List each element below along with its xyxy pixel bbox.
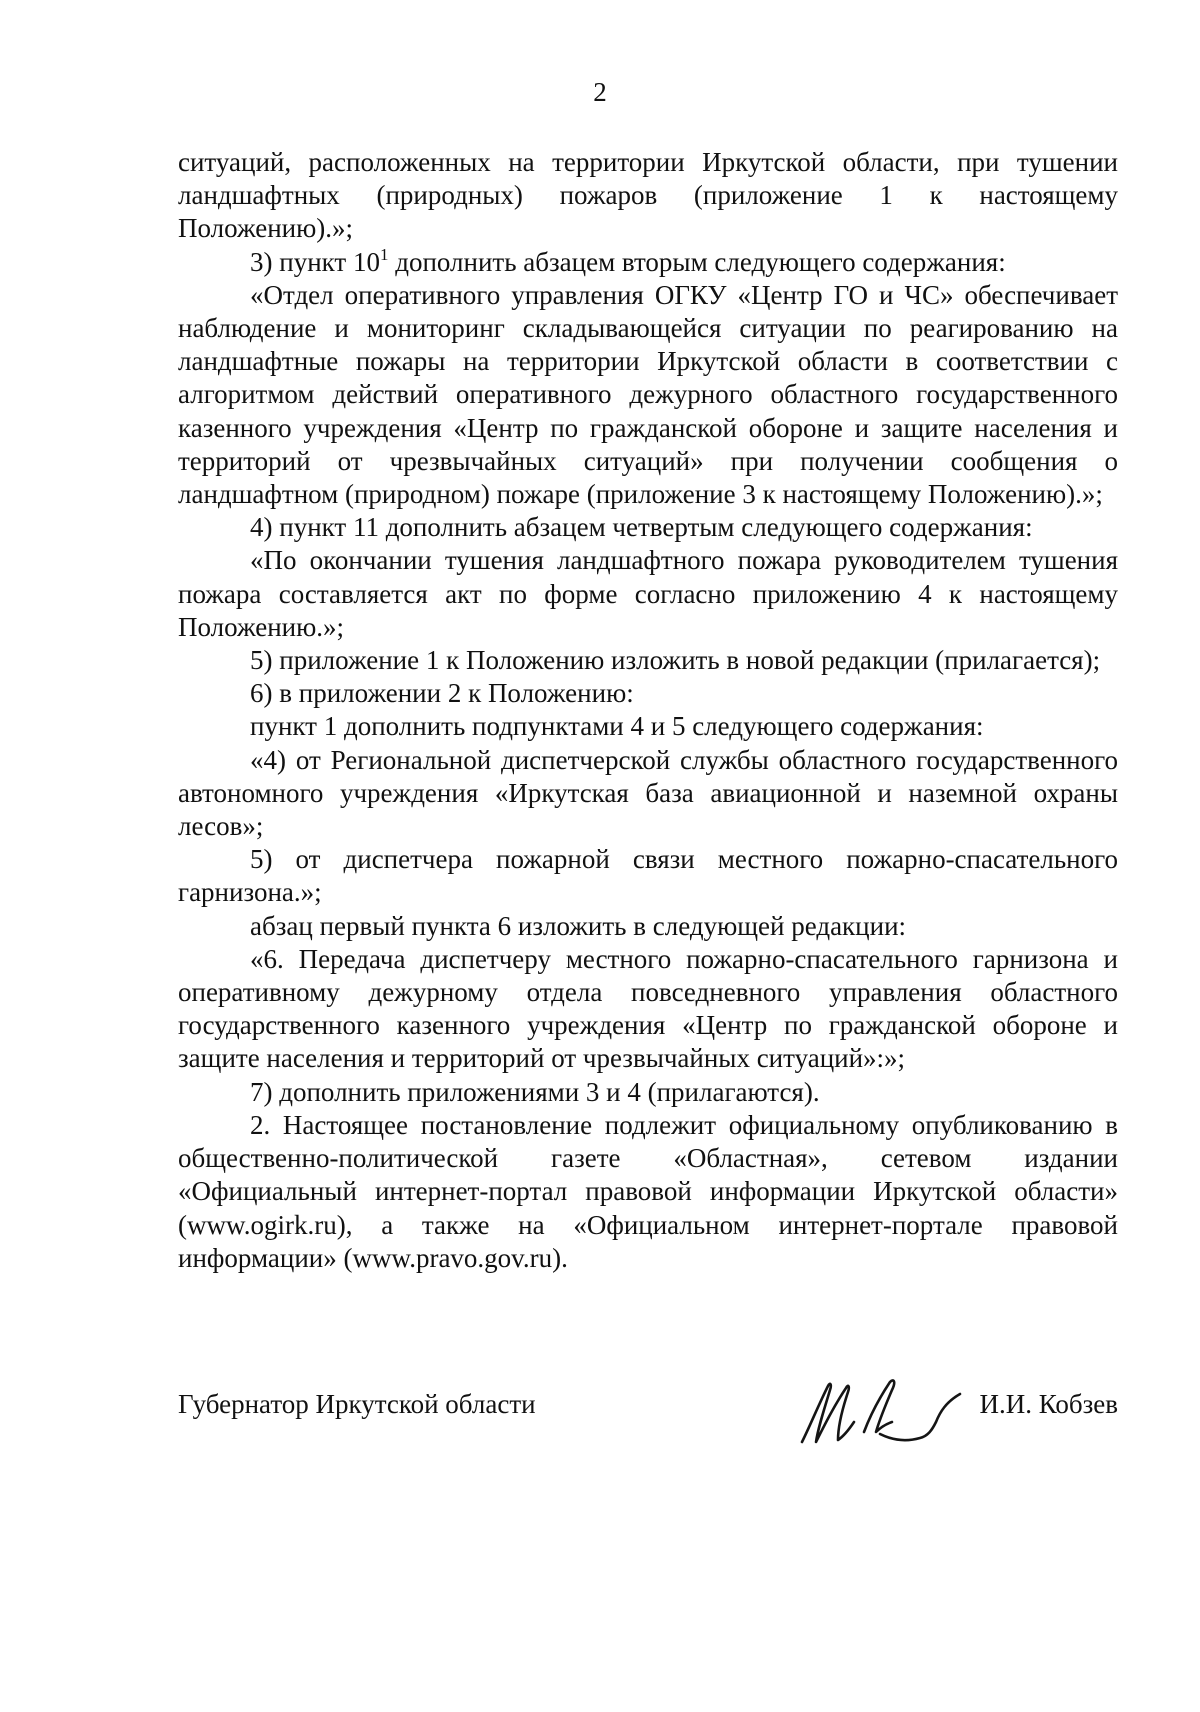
document-body: [178, 146, 1118, 1275]
paragraph-11: абзац первый пункта 6 изложить в следующей редакции:: [250, 910, 907, 941]
paragraph-2: [178, 246, 1118, 279]
paragraph-6: 5) приложение 1 к Положению изложить в новой редакции (прилагается);: [250, 645, 1101, 676]
paragraph-9: «4) от Региональной диспетчерской службы областного государственного автономного учреждения «Иркутская база авиационной и наземной охраны лесов»;: [178, 744, 1118, 842]
signature-block: [178, 1366, 1118, 1456]
paragraph-10: 5) от диспетчера пожарной связи местного пожарно-спасательного гарнизона.»;: [178, 844, 1118, 908]
page-number: 2: [593, 77, 607, 107]
paragraph-13: 7) дополнить приложениями 3 и 4 (прилагаются).: [250, 1076, 820, 1107]
paragraph-2-end: дополнить абзацем вторым следующего содержания:: [388, 246, 1006, 277]
paragraph-4: 4) пункт 11 дополнить абзацем четвертым следующего содержания:: [250, 512, 1033, 543]
signatory-name: И.И. Кобзев: [979, 1389, 1118, 1419]
paragraph-2-start: 3) пункт 10: [250, 246, 380, 277]
paragraph-8: пункт 1 дополнить подпунктами 4 и 5 следующего содержания:: [250, 711, 984, 742]
paragraph-2-superscript: 1: [379, 244, 389, 264]
paragraph-14: 2. Настоящее постановление подлежит официальному опубликованию в общественно-политической газете «Областная», сетевом издании «Официальный интернет-портал правовой информации Иркутской области» (www.ogirk.ru), а также на «Официальном интернет-портале правовой информации» (www.pravo.gov.ru).: [178, 1109, 1118, 1273]
paragraph-1: ситуаций, расположенных на территории Иркутской области, при тушении ландшафтных (природных) пожаров (приложение 1 к настоящему Положению).»;: [178, 147, 1118, 244]
paragraph-5: «По окончании тушения ландшафтного пожара руководителем тушения пожара составляется акт по форме согласно приложению 4 к настоящему Положению.»;: [178, 545, 1118, 642]
signatory-position: Губернатор Иркутской области: [178, 1389, 536, 1419]
paragraph-12: «6. Передача диспетчеру местного пожарно-спасательного гарнизона и оперативному дежурному отдела повседневного управления областного государственного казенного учреждения «Центр по гражданской обороне и защите населения и территорий от чрезвычайных ситуаций»:»;: [178, 943, 1118, 1074]
handwritten-signature: [794, 1366, 964, 1448]
paragraph-7: 6) в приложении 2 к Положению:: [250, 678, 634, 709]
paragraph-3: «Отдел оперативного управления ОГКУ «Центр ГО и ЧС» обеспечивает наблюдение и мониторинг складывающейся ситуации по реагированию на ландшафтные пожары на территории Иркутской области в соответствии с алгоритмом действий оперативного дежурного областного государственного казенного учреждения «Центр по гражданской обороне и защите населения и территорий от чрезвычайных ситуаций» при получении сообщения о ландшафтном (природном) пожаре (приложение 3 к настоящему Положению).»;: [178, 279, 1118, 510]
